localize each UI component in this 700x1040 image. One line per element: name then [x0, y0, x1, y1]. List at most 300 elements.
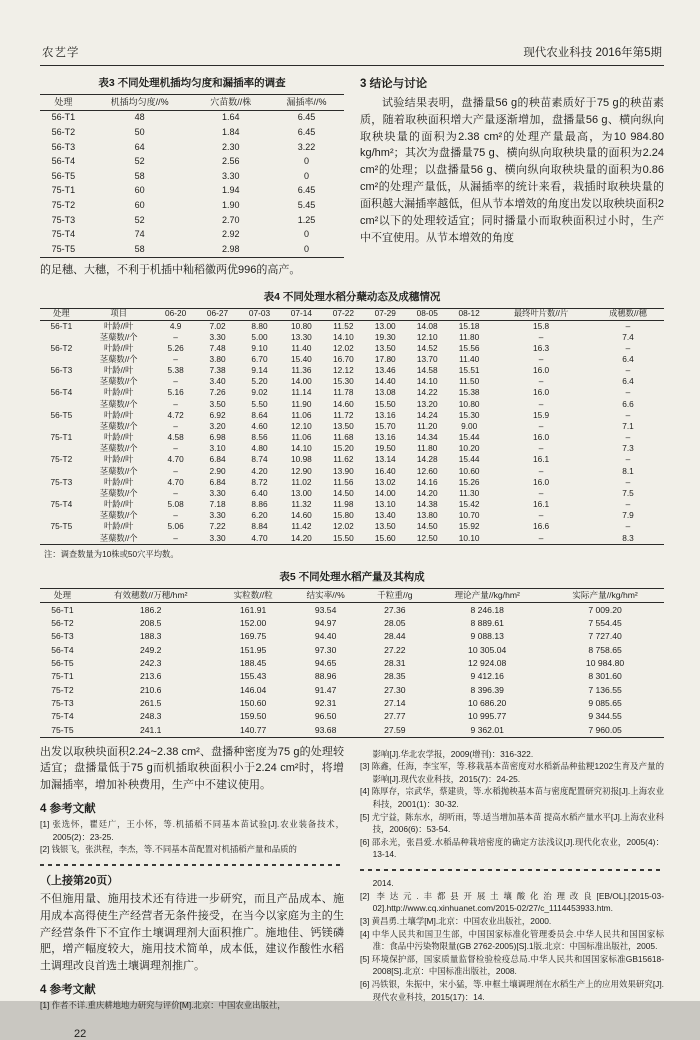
table-row — [40, 332, 664, 343]
table-cell: 7.22 — [209, 521, 226, 532]
table-cell: 13.50 — [374, 521, 396, 532]
table-cell: 6.40 — [251, 487, 268, 498]
table-cell: 6.45 — [297, 112, 316, 123]
table-cell: 15.42 — [458, 499, 480, 510]
table-cell: 茎蘖数//个 — [99, 420, 138, 431]
table-row — [40, 477, 664, 488]
table-row — [40, 198, 344, 213]
table-cell: 10 686.20 — [468, 697, 507, 708]
table-cell: 56-T1 — [51, 604, 74, 615]
table-cell: 5.08 — [167, 499, 184, 510]
header-journal-info: 现代农业科技 2016年第5期 — [523, 47, 662, 59]
table-cell: – — [538, 376, 544, 387]
reference-item: [3] 陈鑫，任海，李宝军，等.移栽基本苗密度对水稻新品种盐粳1202生育及产量的影响[J].现代农业科技，2015(7)：24-25. — [360, 761, 664, 784]
table-cell: 8 758.65 — [588, 644, 622, 655]
table-cell: 14.58 — [416, 365, 438, 376]
table-cell: 茎蘖数//个 — [99, 487, 138, 498]
table-cell: 12.02 — [332, 342, 354, 353]
table-cell: 7 727.40 — [588, 631, 622, 642]
table-cell: 1.64 — [221, 112, 240, 123]
table-cell: 15.92 — [458, 521, 480, 532]
table-cell: 249.2 — [139, 644, 162, 655]
table-cell: 2.98 — [221, 243, 240, 254]
table-cell: 茎蘖数//个 — [99, 331, 138, 342]
table-cell: 10.80 — [291, 320, 312, 331]
top-section — [40, 73, 664, 279]
column-header: 项目 — [83, 308, 155, 320]
section3-paragraph: 试验结果表明，盘播量56 g的秧苗素质好于75 g的秧苗素质，随着取秧面积增大产量逐渐增加，盘播量56 g、横向纵向取秧块量的面积为2.38 cm²的处理产量最高，为10 984.80 kg/hm²；其次为盘播量75 g、横向纵向取秧块量的面积为2.24 cm²的处理；以盘播量56 g、横向纵向取秧块量的面积为0.86 cm²的处理产量低，从漏插率的统计来看，栽插时取秧块量的面积越大漏插率越低，但从节本增效的角度出发以取秧块面积2 cm²以下的处理较适宜；同时播量小而取秧面积过小时，生产中不宜使用。从节本增效的角度 — [360, 97, 664, 244]
table-cell: 6.92 — [209, 409, 226, 420]
table-cell: 茎蘖数//个 — [99, 532, 138, 543]
table-cell: 7 009.20 — [588, 604, 622, 615]
table-cell: 12.60 — [416, 465, 438, 476]
table-cell: 7.26 — [209, 387, 226, 398]
table-row — [40, 617, 664, 630]
table-cell: 11.78 — [333, 387, 354, 398]
table-cell: 75-T4 — [50, 499, 73, 510]
table-cell: 13.30 — [291, 331, 312, 342]
table-cell: 2.56 — [221, 156, 240, 167]
table-cell: 11.52 — [333, 320, 354, 331]
table-cell: 11.06 — [291, 432, 312, 443]
table-cell: 8.3 — [622, 532, 634, 543]
table-cell: 12.10 — [416, 331, 438, 342]
table-cell: 10.60 — [458, 465, 480, 476]
table-cell: 188.3 — [139, 631, 162, 642]
continued-from-page-tag: （上接第20页） — [40, 874, 119, 887]
table3 — [40, 94, 344, 258]
table-cell: 叶龄//叶 — [103, 320, 134, 331]
table-cell: 16.0 — [532, 432, 550, 443]
table-cell: 28.05 — [384, 617, 406, 628]
table-cell: 241.1 — [139, 724, 162, 735]
table-cell: 4.70 — [167, 476, 184, 487]
table-row — [40, 320, 664, 332]
table-cell — [40, 399, 83, 410]
table-cell: 14.08 — [416, 320, 438, 331]
table-cell: 5.26 — [167, 342, 184, 353]
table-cell: 11.72 — [333, 409, 354, 420]
table-cell: 茎蘖数//个 — [99, 354, 138, 365]
table-cell: 56-T4 — [51, 156, 76, 167]
table-cell: – — [625, 387, 631, 398]
reference-item: 影响[J].华北农学报，2009(增刊)：316-322. — [372, 748, 534, 759]
table-cell: 6.70 — [251, 354, 268, 365]
table-cell: 4.20 — [251, 465, 268, 476]
table-cell: 12.02 — [332, 521, 354, 532]
reference-item: 2014. — [372, 878, 394, 889]
table-cell: 叶龄//叶 — [103, 521, 134, 532]
table-cell: 75-T3 — [51, 697, 74, 708]
table-cell: 213.6 — [139, 671, 162, 682]
table-cell: – — [625, 476, 631, 487]
table-cell: 8 246.18 — [470, 604, 504, 615]
table-cell: 13.80 — [416, 510, 438, 521]
table-cell: 11.40 — [459, 354, 480, 365]
table-cell: 56-T3 — [50, 365, 73, 376]
table-cell: 茎蘖数//个 — [99, 510, 138, 521]
table-cell: – — [538, 532, 544, 543]
table-row — [40, 242, 344, 257]
table-cell: 15.50 — [374, 398, 396, 409]
column-header: 实际产量//kg/hm² — [546, 588, 664, 602]
table3-title: 表3 不同处理机插均匀度和漏插率的调查 — [98, 77, 286, 89]
table-cell: 0 — [304, 229, 310, 240]
table-cell: 13.08 — [374, 387, 396, 398]
table-cell: 27.14 — [384, 697, 406, 708]
table-cell: 14.24 — [416, 409, 438, 420]
reference-item: [3] 黄昌勇.土壤学[M].北京：中国农业出版社，2000. — [360, 915, 552, 926]
table-cell: 16.0 — [532, 387, 550, 398]
table-cell: 1.94 — [221, 185, 240, 196]
table-cell: 75-T3 — [50, 476, 73, 487]
table-cell: 9 362.01 — [470, 724, 504, 735]
table-cell: 11.68 — [333, 432, 354, 443]
table-cell: 13.46 — [374, 365, 396, 376]
table-cell: 13.50 — [374, 342, 396, 353]
table-cell: 15.30 — [458, 409, 480, 420]
table-cell: 19.50 — [374, 443, 396, 454]
table-cell: 52 — [134, 214, 145, 225]
table-row — [40, 683, 664, 696]
table-cell: 13.02 — [374, 476, 396, 487]
table-cell: 14.20 — [291, 532, 312, 543]
table-row — [40, 522, 664, 533]
table-cell: 11.02 — [291, 476, 312, 487]
table-cell: – — [538, 354, 544, 365]
column-header: 结实率//% — [290, 588, 362, 602]
table-cell: 11.80 — [459, 331, 480, 342]
references-heading-1: 4 参考文献 — [40, 803, 96, 816]
table-cell: 16.1 — [532, 499, 550, 510]
article-divider-right — [360, 869, 664, 871]
table-cell: 15.26 — [458, 476, 480, 487]
table-cell: 16.6 — [532, 521, 550, 532]
table-cell: 146.04 — [240, 684, 267, 695]
table-cell: 150.60 — [240, 697, 267, 708]
conclusion-runover-paragraph: 出发以取秧块面积2.24~2.38 cm²、盘播种密度为75 g的处理较适宜；盘播量低于75 g而机插取秧面积小于2.24 cm²时，将增加漏插率，增加补秧费用，生产中不建议使用。 — [40, 745, 344, 792]
table-cell: 210.6 — [139, 684, 162, 695]
table4 — [40, 308, 664, 545]
table-cell: 3.30 — [209, 331, 226, 342]
table-cell: 1.84 — [221, 126, 240, 137]
table-cell — [40, 511, 83, 522]
column-header: 处理 — [40, 308, 83, 320]
table-cell: 6.45 — [297, 126, 316, 137]
table-cell: 75-T3 — [51, 214, 76, 225]
continued-article-paragraph: 不但施用量、施用技术还有待进一步研究，而且产品成本、施用成本高得使生产经营者无条件接受，在当今以家庭为主的生产经营条件下不宜作土壤调理剂大面积推广。施地佳、钙镁磷肥，增产幅度较大，施用技术简单，成本低，建议作酸性水稻土调理改良首选土壤调理剂推广。 — [40, 892, 344, 973]
table-cell: – — [625, 521, 631, 532]
table-row — [40, 603, 664, 617]
table-cell: 1.25 — [297, 214, 316, 225]
table-cell: 11.06 — [291, 409, 312, 420]
table-cell: 15.20 — [332, 443, 354, 454]
table-cell: 169.75 — [240, 631, 267, 642]
table-cell: 15.38 — [458, 387, 480, 398]
table-cell: 19.30 — [374, 331, 396, 342]
reference-item: [4] 陈厚存，宗武华，蔡建贵，等.水稻抛秧基本苗与密度配置研究初报[J].上海农业科技，2001(1)：30-32. — [360, 786, 664, 810]
table-cell: 96.50 — [314, 711, 337, 722]
table-cell: 9 412.16 — [470, 671, 504, 682]
table-cell: 97.30 — [314, 644, 337, 655]
table-cell: 5.06 — [167, 521, 184, 532]
table-cell: 14.50 — [416, 521, 438, 532]
table-cell: 91.47 — [314, 684, 337, 695]
table-cell — [40, 466, 83, 477]
table-cell: 14.16 — [416, 476, 438, 487]
table-cell: 3.80 — [209, 354, 226, 365]
table-cell: 7.18 — [209, 499, 226, 510]
table-cell: 28.44 — [384, 631, 406, 642]
table-row — [40, 343, 664, 354]
table-cell: 92.31 — [314, 697, 337, 708]
table-cell: – — [173, 443, 178, 454]
table-cell: 8.72 — [251, 476, 268, 487]
table-cell: 16.0 — [532, 476, 550, 487]
table-cell: 56-T2 — [51, 126, 76, 137]
table-cell: 10.80 — [458, 398, 480, 409]
table-row — [40, 710, 664, 723]
table-cell: 248.3 — [139, 711, 162, 722]
table-cell: 75-T1 — [51, 671, 74, 682]
table-cell: 9 344.55 — [588, 711, 622, 722]
table-cell: 9 085.65 — [588, 697, 622, 708]
table-cell: 8.56 — [251, 432, 268, 443]
table-cell: 56-T3 — [51, 631, 74, 642]
table-cell: 3.40 — [209, 376, 226, 387]
column-header: 穴苗数//株 — [192, 95, 269, 111]
table-cell: 15.70 — [374, 420, 396, 431]
table-cell: 27.36 — [384, 604, 406, 615]
table-cell: 14.38 — [416, 499, 438, 510]
table-cell: 11.32 — [291, 499, 312, 510]
table-cell: 48 — [134, 112, 145, 123]
table-cell: 159.50 — [240, 711, 267, 722]
table-cell: 12.50 — [416, 532, 438, 543]
table-cell: 8.86 — [251, 499, 268, 510]
table-cell: 0 — [304, 156, 310, 167]
table-cell: 6.98 — [209, 432, 226, 443]
table-cell: 6.6 — [622, 398, 634, 409]
table-cell: 8 889.61 — [470, 617, 504, 628]
table-cell: 188.45 — [240, 657, 267, 668]
table-cell: 93.54 — [314, 604, 337, 615]
table-cell: 6.45 — [297, 185, 316, 196]
column-header: 06-20 — [155, 308, 197, 320]
table-row — [40, 410, 664, 421]
table-cell: 94.40 — [314, 631, 337, 642]
table-cell: 94.97 — [314, 617, 337, 628]
table-cell: 7.48 — [209, 342, 226, 353]
table-cell — [40, 332, 83, 343]
table-cell: 3.20 — [209, 420, 226, 431]
table-cell: 4.80 — [251, 443, 268, 454]
table-cell: 7 554.45 — [588, 617, 622, 628]
table-row — [40, 511, 664, 522]
table-row — [40, 125, 344, 140]
table-cell: 8.74 — [251, 454, 268, 465]
table-cell: 56-T5 — [51, 170, 76, 181]
header-section-label: 农艺学 — [42, 47, 80, 59]
table-cell: 叶龄//叶 — [103, 342, 134, 353]
bottom-right-column — [360, 744, 664, 1040]
column-header: 成穗数//穗 — [592, 308, 664, 320]
table-cell: 茎蘖数//个 — [99, 443, 138, 454]
table-cell: 58 — [134, 170, 145, 181]
table5-header-row — [40, 588, 664, 602]
table-cell: 叶龄//叶 — [103, 365, 134, 376]
table-cell: 93.68 — [314, 724, 337, 735]
table-cell — [40, 488, 83, 499]
table-cell: 13.00 — [291, 487, 312, 498]
table-cell: 叶龄//叶 — [103, 454, 134, 465]
table-cell: – — [173, 331, 178, 342]
table4-note: 注：调查数量为10株或50穴平均数。 — [44, 548, 179, 559]
table-cell — [40, 421, 83, 432]
table-row — [40, 643, 664, 656]
table5 — [40, 588, 664, 738]
table-cell: 14.10 — [332, 331, 354, 342]
table-cell: 12 924.08 — [468, 657, 507, 668]
reference-list-3 — [360, 748, 664, 861]
column-header: 机插均匀度//% — [87, 95, 193, 111]
table-cell — [40, 354, 83, 365]
table-cell: 3.30 — [221, 170, 240, 181]
table-cell: 186.2 — [139, 604, 162, 615]
table-cell: 茎蘖数//个 — [99, 376, 138, 387]
table-row — [40, 354, 664, 365]
table-cell: 11.80 — [417, 443, 438, 454]
table-cell: 75-T5 — [51, 724, 74, 735]
table-cell: 15.9 — [532, 409, 550, 420]
table-row — [40, 723, 664, 737]
table-cell: 15.80 — [332, 510, 354, 521]
reference-item: [2] 钱银飞，张洪程，李杰，等.不同基本苗配置对机插稻产量和品质的 — [40, 844, 297, 855]
table-cell: 13.90 — [332, 465, 354, 476]
table-cell: 261.5 — [139, 697, 162, 708]
table-cell: 0 — [304, 243, 310, 254]
table-cell: 155.43 — [240, 671, 267, 682]
table-cell: – — [538, 420, 544, 431]
table-cell: 56-T2 — [50, 342, 73, 353]
table-cell: 茎蘖数//个 — [99, 398, 138, 409]
table-cell: 5.38 — [167, 365, 184, 376]
top-left-column — [40, 73, 344, 279]
table-cell: 14.60 — [291, 510, 312, 521]
table-cell: – — [173, 510, 178, 521]
table-cell: 5.00 — [251, 331, 268, 342]
left-column-runover-text: 的足穗、大穗，不利于机插中籼稻徽两优996的高产。 — [40, 263, 301, 276]
table-cell: 8.84 — [251, 521, 268, 532]
reference-item: [1] 张选怀，瞿廷广，王小怀，等.机插稻不同基本苗试验[J].农业装备技术，2005(2)：23-25. — [40, 819, 344, 842]
reference-list-1 — [40, 818, 344, 856]
table-cell: 14.34 — [416, 432, 438, 443]
table5-title: 表5 不同处理水稻产量及其构成 — [279, 570, 425, 583]
column-header: 处理 — [40, 588, 85, 602]
table-cell: 2.30 — [221, 141, 240, 152]
table-cell: 15.40 — [291, 354, 312, 365]
table-cell: 15.8 — [532, 320, 550, 331]
table-cell: 140.77 — [240, 724, 267, 735]
table-cell: 15.50 — [332, 532, 354, 543]
table-cell: 5.50 — [251, 398, 268, 409]
table-cell: 7.1 — [622, 420, 634, 431]
table-cell: 7.9 — [622, 510, 634, 521]
table-row — [40, 499, 664, 510]
table-cell: 13.40 — [374, 510, 396, 521]
table-cell: 56-T5 — [50, 409, 73, 420]
table-cell: 94.65 — [314, 657, 337, 668]
table-cell: 17.80 — [374, 354, 396, 365]
table-cell: 12.10 — [291, 420, 312, 431]
table-cell — [40, 377, 83, 388]
table-cell: 27.59 — [384, 724, 406, 735]
table-cell: 56-T3 — [51, 141, 76, 152]
column-header: 实粒数//粒 — [217, 588, 290, 602]
table-row — [40, 155, 344, 170]
table-cell: 4.58 — [167, 432, 184, 443]
table-cell: 6.4 — [622, 354, 634, 365]
table-cell: – — [173, 420, 178, 431]
table-cell: 56-T4 — [51, 644, 74, 655]
table-cell: 242.3 — [139, 657, 162, 668]
table-cell: 6.20 — [251, 510, 268, 521]
table-cell: 11.20 — [417, 420, 438, 431]
table-cell: 16.1 — [532, 454, 550, 465]
table-cell: 6.84 — [209, 454, 226, 465]
reference-list-2 — [40, 999, 344, 1012]
table-row — [40, 184, 344, 199]
table-cell: 叶龄//叶 — [103, 387, 134, 398]
table-row — [40, 670, 664, 683]
table-cell: 14.10 — [416, 376, 438, 387]
table-cell: 16.40 — [374, 465, 396, 476]
table-cell: 6.4 — [622, 376, 634, 387]
column-header: 千粒重//g — [361, 588, 428, 602]
table-cell: 10.98 — [291, 454, 312, 465]
table-cell: 56-T1 — [51, 112, 76, 123]
table-cell: 4.60 — [251, 420, 268, 431]
table-cell: 15.44 — [458, 432, 480, 443]
table-cell: 64 — [134, 141, 145, 152]
column-header: 07-03 — [239, 308, 281, 320]
table-cell: 14.50 — [332, 487, 354, 498]
table-cell: 14.10 — [291, 443, 312, 454]
table-cell: 8.80 — [251, 320, 268, 331]
table-cell: 5.16 — [167, 387, 184, 398]
table-cell: 14.22 — [416, 387, 438, 398]
table-cell: 75-T2 — [51, 200, 76, 211]
table-cell: 茎蘖数//个 — [99, 465, 138, 476]
table4-title: 表4 不同处理水稻分蘖动态及成穗情况 — [263, 290, 441, 303]
reference-item: [4] 中华人民共和国卫生部，中国国家标准化管理委员会.中华人民共和国国家标准：食品中污染物限量(GB 2762-2005)[S].1版.北京：中国标准出版社，2005. — [360, 928, 664, 952]
table-row — [40, 213, 344, 228]
table-cell: 15.18 — [458, 320, 480, 331]
table-cell: 7.4 — [622, 331, 634, 342]
table-row — [40, 657, 664, 670]
table-cell: 14.28 — [416, 454, 438, 465]
table-cell: 3.30 — [209, 487, 226, 498]
table-cell: 15.56 — [458, 342, 480, 353]
table-cell: 10.20 — [458, 443, 480, 454]
table-cell: 8 301.60 — [588, 671, 622, 682]
table-cell: 75-T4 — [51, 711, 74, 722]
table-cell: – — [173, 354, 178, 365]
table-cell: 5.45 — [297, 200, 316, 211]
table-cell: 60 — [134, 200, 145, 211]
table-cell: 75-T1 — [50, 432, 73, 443]
table-cell: 11.62 — [333, 454, 354, 465]
